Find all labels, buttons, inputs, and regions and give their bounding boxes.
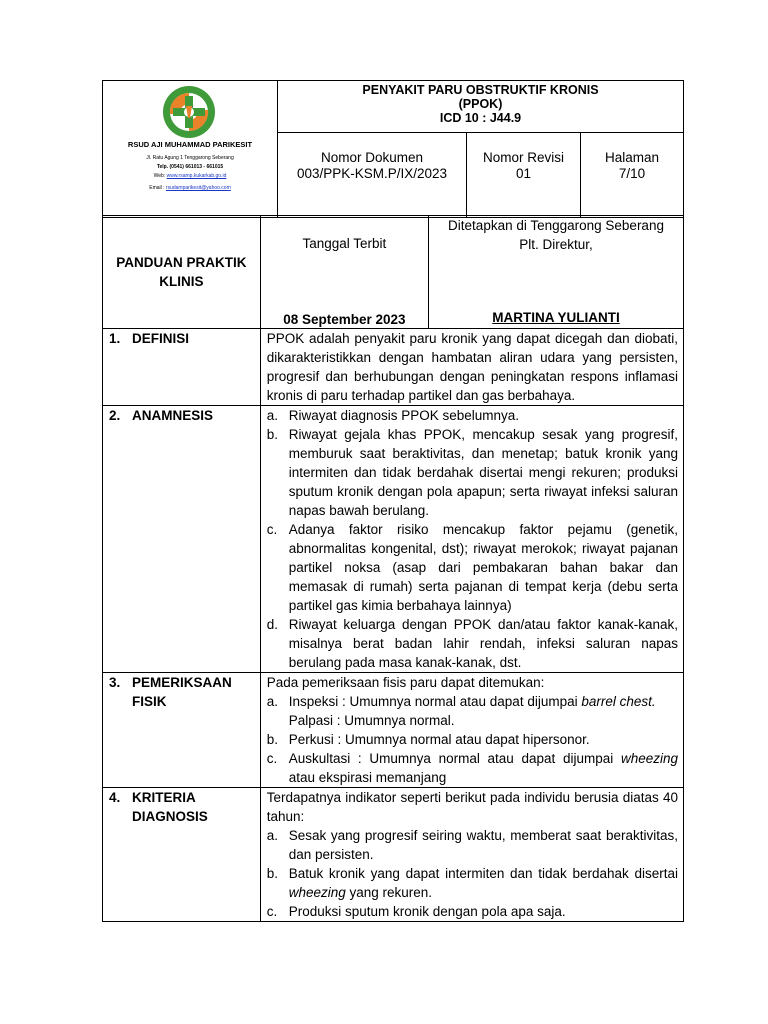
section-intro: Terdapatnya indikator seperti berikut pada individu berusia diatas 40 tahun:: [266, 790, 678, 824]
list-marker: a.: [266, 408, 278, 423]
ppk-title-line-2: KLINIS: [159, 274, 204, 289]
list-text: Riwayat gejala khas PPOK, mencakup sesak yang progresif, memburuk saat beraktivitas, dan menetap; batuk kronik yang intermiten dan tidak berdahak disertai mengi rekuren; produksi sputum kronik dengan pola apapun; serta riwayat infeksi saluran napas bawah berulang.: [288, 427, 678, 518]
definition-text: PPOK adalah penyakit paru kronik yang dapat dicegah dan diobati, dikarakteristikkan dengan hambatan aliran udara yang persisten, progresif dan berhubungan dengan peningkatan respons inflamasi kronis di paru terhadap partikel dan gas berbahaya.: [266, 331, 678, 403]
section-pemeriksaan-fisik: [103, 673, 684, 788]
document-number-label: Nomor Dokumen: [320, 150, 424, 165]
ppk-title-line-1: PANDUAN PRAKTIK: [116, 255, 247, 270]
list-marker: c.: [266, 904, 278, 919]
list-marker: d.: [266, 617, 278, 632]
section-label-line-1: PEMERIKSAAN: [132, 675, 232, 690]
list-marker: a.: [266, 694, 278, 709]
list-item: [267, 730, 678, 749]
list-item: [267, 902, 678, 921]
list-text: Perkusi : Umumnya normal atau dapat hipersonor.: [288, 732, 590, 747]
revision-label: Nomor Revisi: [482, 150, 564, 165]
section-kriteria-diagnosis: [103, 788, 684, 922]
page-number-value: 7/10: [618, 166, 646, 181]
list-text-italic: barrel chest.: [581, 694, 656, 709]
section-heading: [103, 788, 261, 922]
list-item: [267, 615, 678, 672]
document-number-value: 003/PPK-KSM.P/IX/2023: [296, 166, 448, 181]
section-content: [260, 673, 683, 788]
section-label: DEFINISI: [132, 331, 190, 346]
revision-cell: [467, 133, 581, 218]
list-text-italic: wheezing: [620, 751, 678, 766]
approval-cell: [429, 216, 684, 329]
list-text-plain: Palpasi : Umumnya normal.: [288, 713, 455, 728]
hospital-identity: [103, 81, 278, 218]
list-marker: c.: [266, 751, 278, 766]
director-name: MARTINA YULIANTI: [492, 310, 620, 325]
list-text-italic: wheezing: [288, 885, 346, 900]
issue-date-value: 08 September 2023: [283, 312, 406, 327]
section-heading: [103, 406, 261, 673]
list-text-plain: Inspeksi : Umumnya normal atau dapat dijumpai: [288, 694, 582, 709]
section-number: 4.: [109, 790, 121, 805]
email-label: Email :: [149, 185, 165, 191]
title-line-3: ICD 10 : J44.9: [439, 111, 522, 125]
section-label-line-1: KRITERIA: [132, 790, 196, 805]
section-label-line-2: FISIK: [132, 694, 167, 709]
section-definisi: [103, 329, 684, 406]
list-item: [267, 826, 678, 864]
issue-date-cell: [260, 216, 428, 329]
hospital-web: [103, 173, 277, 179]
section-intro: Pada pemeriksaan fisis paru dapat ditemukan:: [266, 675, 545, 690]
list-text: [289, 864, 678, 902]
list-text-plain: Auskultasi : Umumnya normal atau dapat dijumpai: [288, 751, 621, 766]
email-link[interactable]: rsudamparikesit@yahoo.com: [165, 185, 231, 191]
hospital-phone: Telp. (0541) 661013 - 661015: [156, 164, 224, 170]
section-heading: [103, 329, 261, 406]
list-text: Riwayat diagnosis PPOK sebelumnya.: [288, 408, 520, 423]
list-text: Sesak yang progresif seiring waktu, memberat saat beraktivitas, dan persisten.: [288, 828, 678, 862]
hospital-email: [103, 185, 277, 191]
section-number: 1.: [109, 331, 121, 346]
section-heading: [103, 673, 261, 788]
hospital-address: Jl. Ratu Agung 1 Tenggarong Seberang: [146, 155, 234, 161]
section-label: ANAMNESIS: [132, 408, 214, 423]
list-marker: a.: [266, 828, 278, 843]
list-text-plain: Batuk kronik yang dapat intermiten dan tidak berdahak disertai: [288, 866, 678, 881]
document-title: [278, 81, 684, 133]
document-header: [102, 80, 684, 218]
revision-value: 01: [515, 166, 532, 181]
section-content: [260, 406, 683, 673]
section-label-line-2: DIAGNOSIS: [132, 809, 208, 824]
section-number: 3.: [109, 675, 121, 690]
list-text-plain: atau ekspirasi memanjang: [288, 770, 447, 785]
section-content: [260, 329, 683, 406]
hospital-name: RSUD AJI MUHAMMAD PARIKESIT: [127, 140, 253, 149]
list-text: Produksi sputum kronik dengan pola apa saja.: [288, 904, 566, 919]
list-item: [267, 520, 678, 615]
list-item: [267, 692, 678, 730]
list-marker: b.: [266, 732, 278, 747]
issue-date-label: Tanggal Terbit: [302, 236, 387, 251]
list-text: [289, 749, 678, 787]
ppk-title-cell: [103, 216, 261, 329]
list-item: [267, 749, 678, 787]
hospital-logo-icon: [159, 84, 219, 140]
web-link[interactable]: www.rsamp.kukarkab.go.id: [166, 173, 227, 179]
section-content: [260, 788, 683, 922]
list-text: [289, 692, 678, 730]
section-label: [132, 788, 208, 826]
section-number: 2.: [109, 408, 121, 423]
web-label: Web:: [153, 173, 166, 179]
list-text: Riwayat keluarga dengan PPOK dan/atau faktor kanak-kanak, misalnya berat badan lahir rendah, infeksi saluran napas berulang pada masa kanak-kanak, dst.: [288, 617, 678, 670]
section-label: [132, 673, 232, 711]
list-item: [267, 864, 678, 902]
list-marker: c.: [266, 522, 278, 537]
section-anamnesis: [103, 406, 684, 673]
approval-place: Ditetapkan di Tenggarong Seberang: [448, 218, 664, 233]
list-item: [267, 425, 678, 520]
list-text-plain: yang rekuren.: [345, 885, 433, 900]
list-marker: b.: [266, 427, 278, 442]
title-line-1: PENYAKIT PARU OBSTRUKTIF KRONIS: [362, 83, 599, 97]
list-text: Adanya faktor risiko mencakup faktor pejamu (genetik, abnormalitas kongenital, dst); riwayat merokok; riwayat pajanan partikel noksa (asap dari pembakaran bahan bakar dan memasak di rumah) serta pajanan di tempat kerja (debu serta partikel gas kimia berbahaya lainnya): [288, 522, 678, 613]
title-line-2: (PPOK): [458, 97, 503, 111]
approval-role: Plt. Direktur,: [519, 237, 593, 252]
list-marker: b.: [266, 866, 278, 881]
page-number-cell: [581, 133, 684, 218]
document-number-cell: [278, 133, 467, 218]
list-item: [267, 406, 678, 425]
page-number-label: Halaman: [604, 150, 660, 165]
clinical-guideline-table: [102, 215, 684, 922]
